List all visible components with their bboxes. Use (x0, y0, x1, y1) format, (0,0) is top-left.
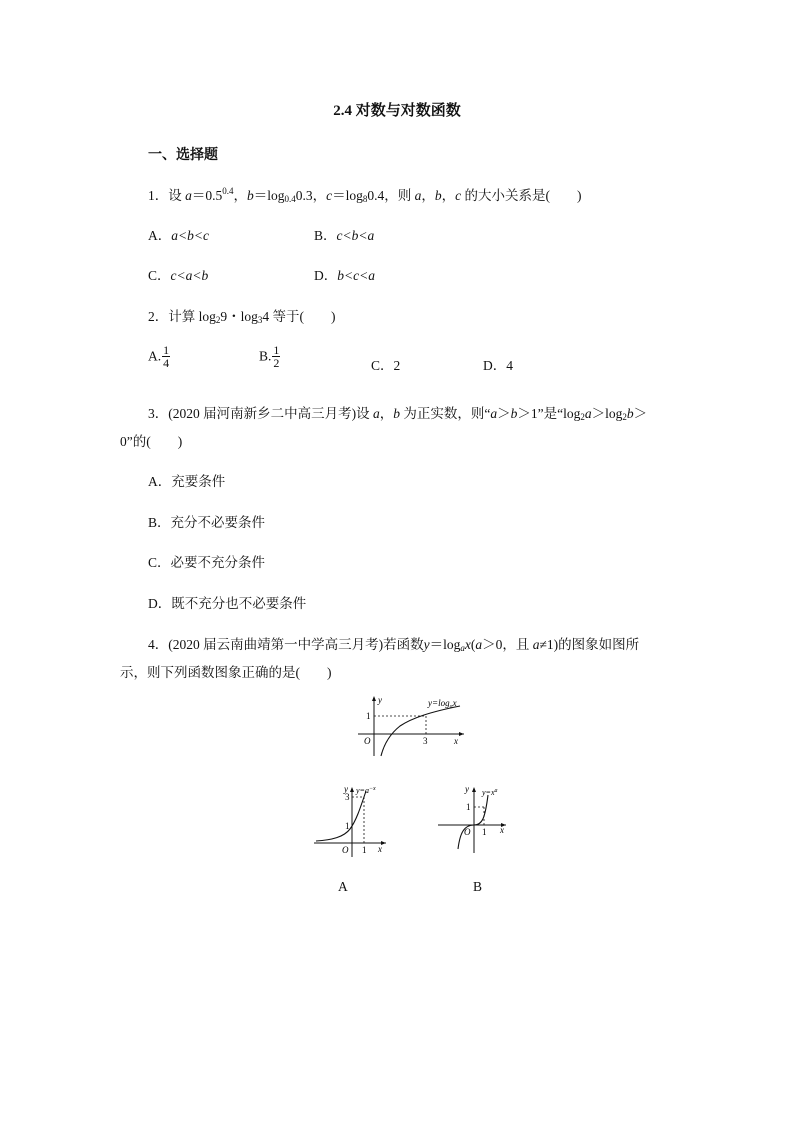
origin-label: O (364, 736, 371, 746)
question-3-line-2: 0”的( ) (120, 434, 183, 449)
q3-option-b[interactable]: B．充分不必要条件 (148, 515, 266, 530)
figure-label-a[interactable]: A (338, 879, 348, 894)
page-title: 2.4 对数与对数函数 (333, 103, 461, 119)
y-axis-arrow (372, 696, 376, 701)
x-label: x (454, 736, 458, 746)
log-curve (381, 706, 460, 756)
tick-label-x: 3 (423, 736, 428, 746)
curve-label: y=a−x (356, 786, 376, 795)
power-curve (458, 795, 488, 849)
curve-label: $y=\log_ax$ (428, 698, 457, 710)
question-4: 4．(2020 届云南曲靖第一中学高三月考)若函数$y=\log_ax(a>0$，且 a≠1)的图象如图所 (148, 637, 640, 653)
tick-label-x: 1 (482, 827, 487, 837)
origin-label: O (464, 827, 471, 837)
figure-label-b[interactable]: B (473, 879, 483, 894)
q1-option-c[interactable]: C．c<a<b (148, 268, 209, 283)
q1-option-d[interactable]: D．b<c<a (314, 268, 375, 283)
origin-label: O (342, 845, 349, 855)
y-label: y (465, 784, 469, 794)
q1-option-a[interactable]: A．a<b<c (148, 228, 209, 243)
curve-label: $y=x^a$ (482, 788, 498, 797)
y-label: y (344, 784, 348, 794)
x-label: x (500, 825, 504, 835)
y-axis-arrow (472, 787, 476, 792)
question-1: 1．设 $a=0.5^{0.4}$，$b=\log_{0.4}0.3$，$c=\log_80.4$，则 a，b，c 的大小关系是( ) (148, 186, 582, 204)
section-heading: 一、选择题 (148, 148, 218, 163)
q3-option-d[interactable]: D．既不充分也不必要条件 (148, 596, 307, 611)
figure-log-graph (352, 692, 472, 758)
figure-option-b (434, 783, 514, 855)
tick-label-x: 1 (362, 845, 367, 855)
q2-option-a[interactable]: A. $\frac{1}{4}$ (148, 343, 170, 370)
q1-option-b[interactable]: B．c<b<a (314, 228, 375, 243)
question-3: 3．(2020 届河南新乡二中高三月考)设 a，b 为正实数，则“a＞b＞1”是“$\log_2a>\log_2b>$ (148, 406, 648, 422)
y-label: y (378, 695, 382, 705)
q3-option-a[interactable]: A．充要条件 (148, 474, 226, 489)
tick-label-y: 1 (466, 802, 471, 812)
x-label: x (378, 844, 382, 854)
tick-label-y: 1 (366, 711, 371, 721)
question-2: 2．计算 $\log_29$・$\log_34$ 等于( ) (148, 309, 336, 325)
x-axis-arrow (459, 732, 464, 736)
q2-option-c[interactable]: C．2 (371, 358, 401, 373)
figure-option-a (310, 783, 390, 859)
y-axis-arrow (350, 787, 354, 792)
tick-label-y1: 1 (345, 821, 350, 831)
q2-option-b[interactable]: B. $\frac{1}{2}$ (259, 343, 280, 370)
exp-curve (316, 791, 366, 841)
q2-option-d[interactable]: D．4 (483, 358, 513, 373)
question-4-line-2: 示，则下列函数图象正确的是( ) (120, 665, 332, 680)
tick-label-y3: 3 (345, 792, 350, 802)
q3-option-c[interactable]: C．必要不充分条件 (148, 555, 266, 570)
